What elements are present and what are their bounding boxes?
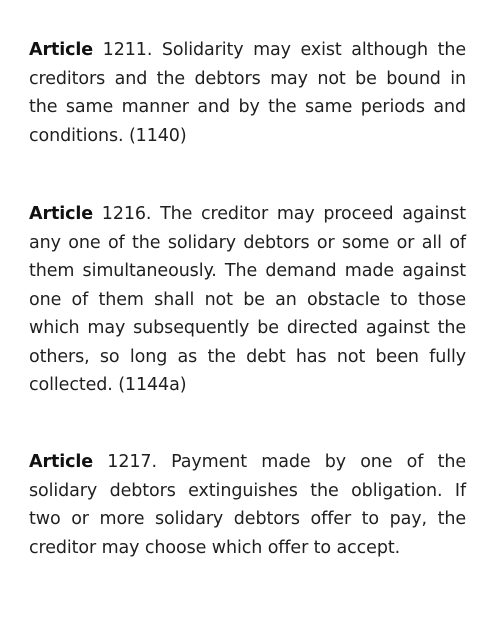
article-keyword: Article <box>29 204 94 224</box>
article-1216-text: 1216. The creditor may proceed against any one of the solidary debtors or some or all of them simultaneously. The demand made against one of them shall not be an obstacle to those which may subsequently be directed against the others, so long as the debt has not been fully collected. (1144a) <box>29 204 466 395</box>
article-1211-text: 1211. Solidarity may exist although the creditors and the debtors may not be bound in the same manner and by the same periods and conditions. (1140) <box>29 40 466 146</box>
article-1211-paragraph <box>29 36 466 150</box>
article-1216-paragraph <box>29 200 466 400</box>
article-1217-paragraph <box>29 448 466 562</box>
article-keyword: Article <box>29 40 94 60</box>
article-1217-text: 1217. Payment made by one of the solidary debtors extinguishes the obligation. If two or more solidary debtors offer to pay, the creditor may choose which offer to accept. <box>29 452 466 558</box>
article-keyword: Article <box>29 452 94 472</box>
